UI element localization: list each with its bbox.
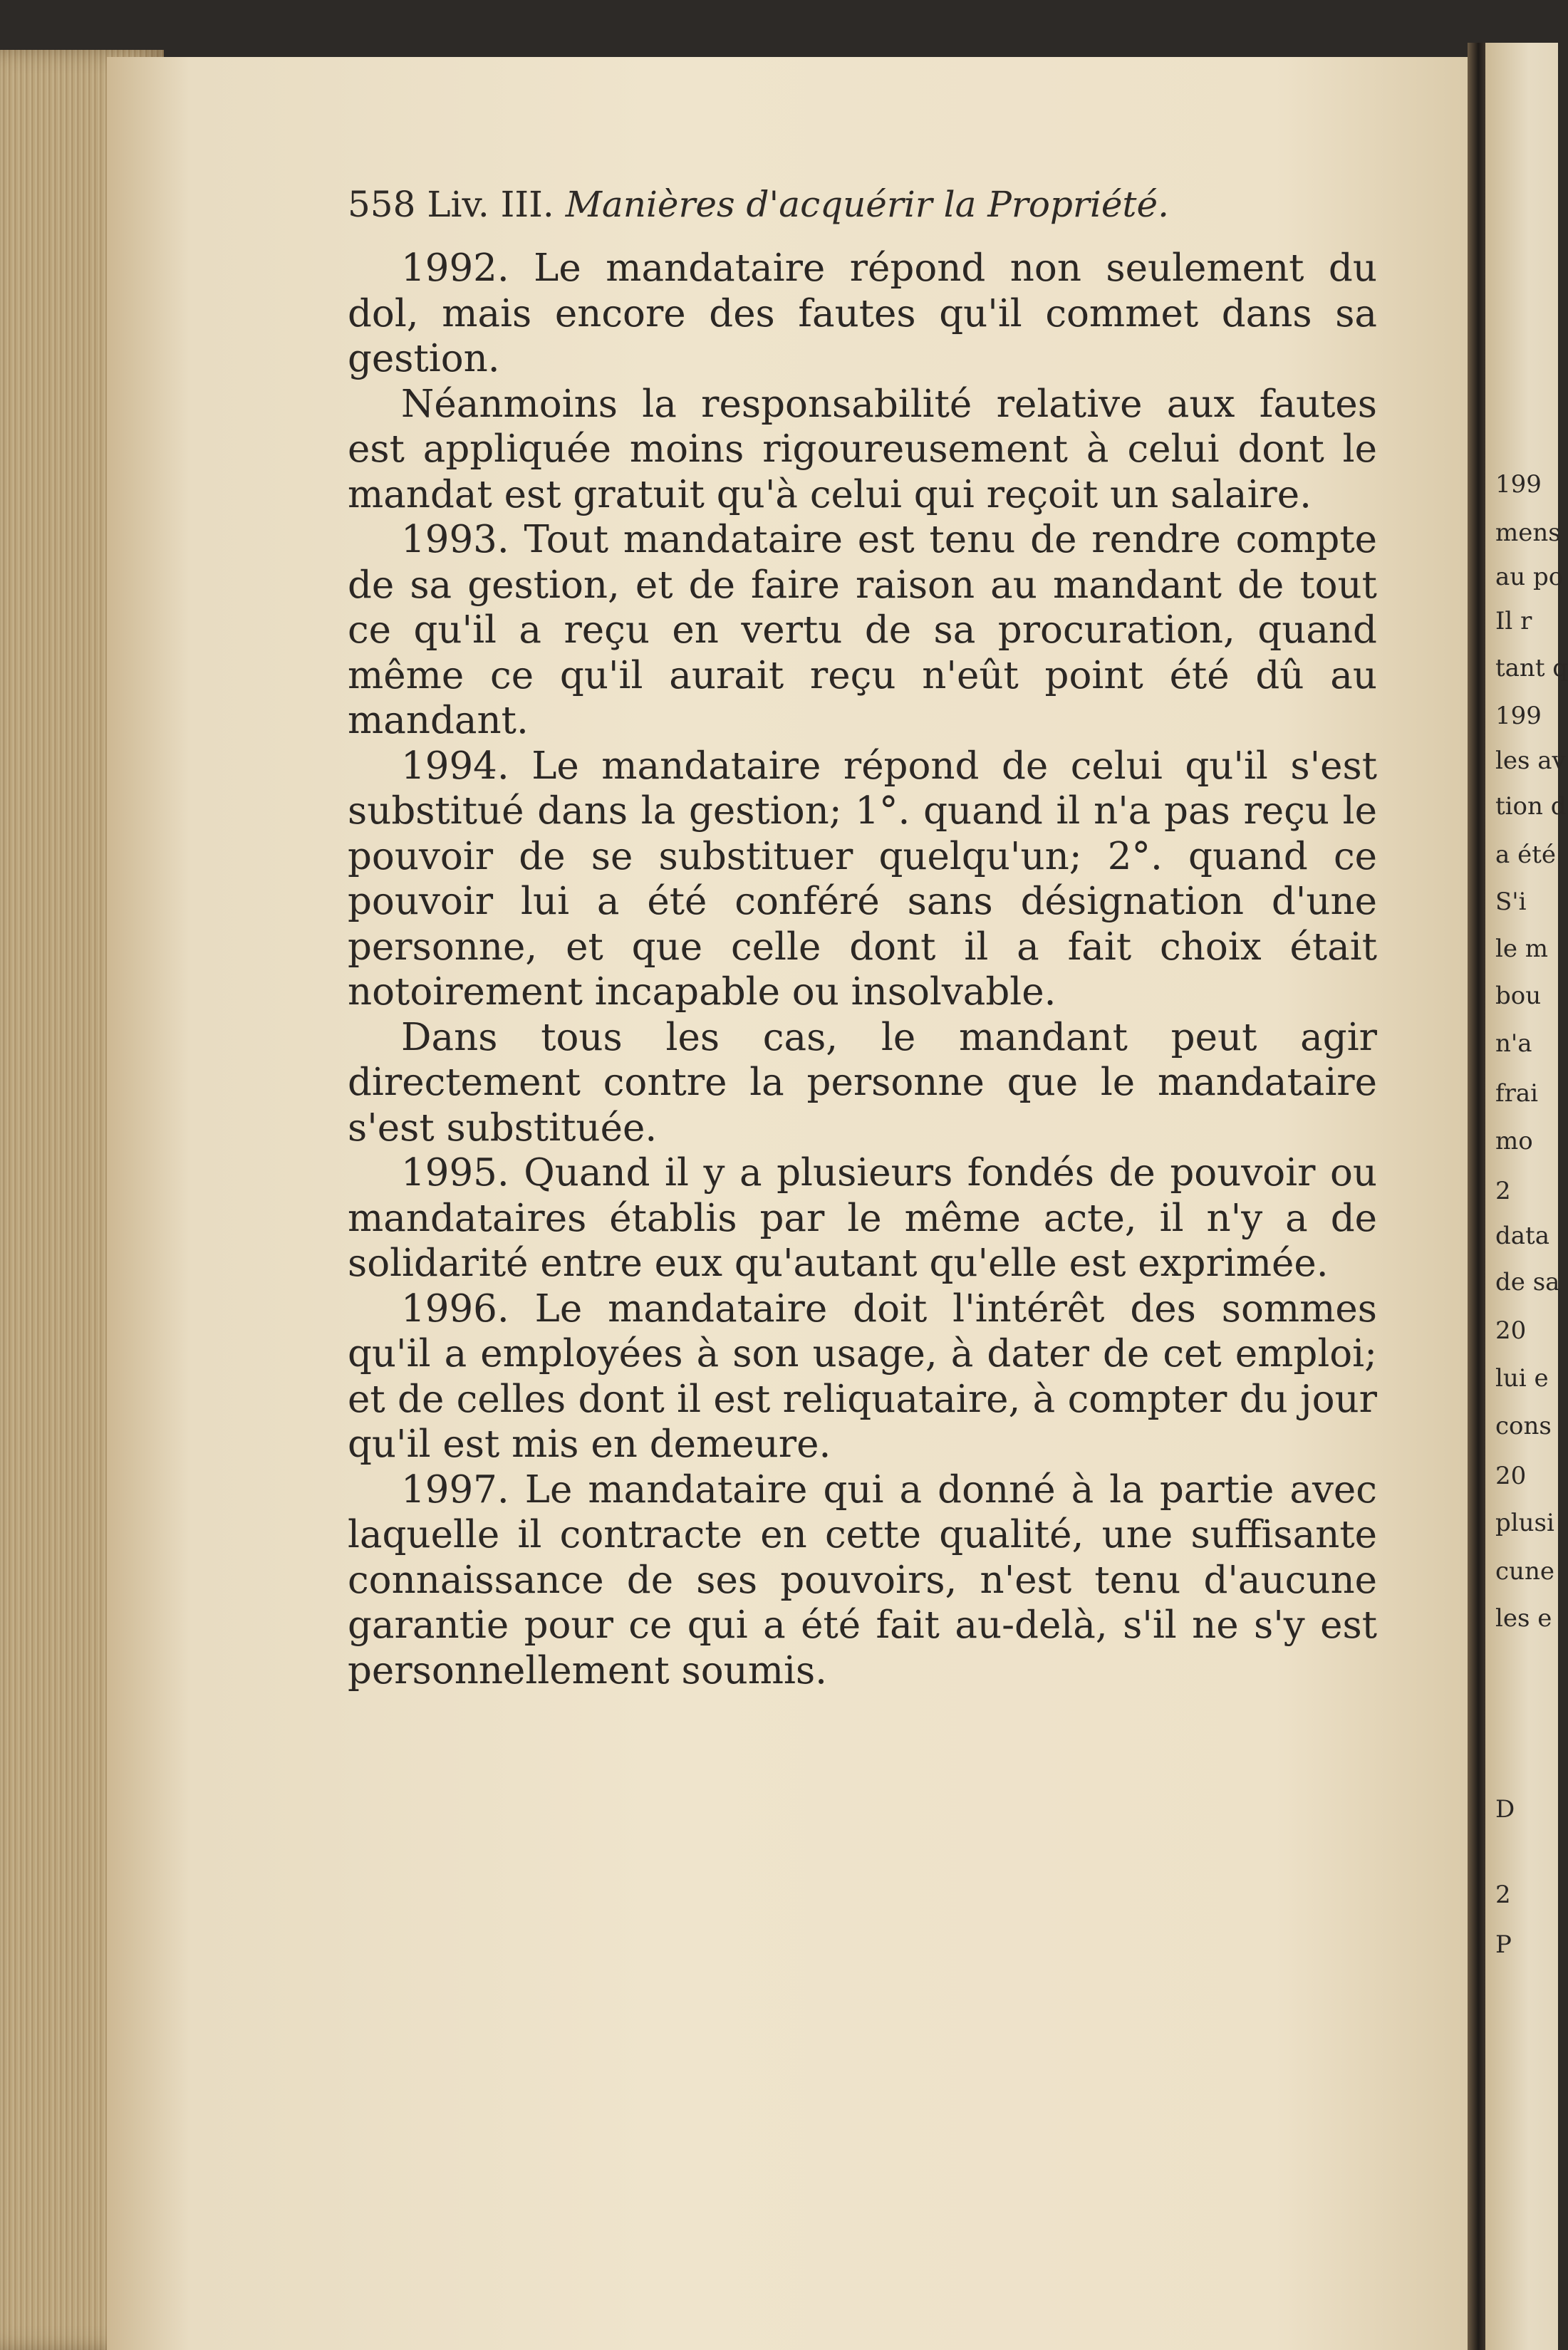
article-1992: 1992. Le mandataire répond non seulement du dol, mais encore des fautes qu'il commet dans sa gestion.: [348, 246, 1377, 380]
right-page-line: de sa: [1495, 1268, 1560, 1296]
right-page-line: tion d: [1495, 792, 1567, 821]
right-page-line: 20: [1495, 1316, 1527, 1345]
book-label: Liv. III.: [427, 184, 554, 225]
article-1996: 1996. Le mandataire doit l'intérêt des sommes qu'il a employées à son usage, à dater de cet emploi; et de celles dont il est reliquataire, à compter du jour qu'il est mis en demeure.: [348, 1286, 1377, 1466]
right-page-line: P: [1495, 1930, 1512, 1959]
right-page-line: D: [1495, 1795, 1515, 1824]
right-page-line: les av: [1495, 747, 1566, 775]
right-page-line: n'a: [1495, 1029, 1532, 1058]
article-1992-continued: Néanmoins la responsabilité relative aux fautes est appliquée moins rigoureusement à celui dont le mandat est gratuit qu'à celui qui reçoit un salaire.: [348, 382, 1377, 516]
right-page-line: data: [1495, 1222, 1549, 1250]
article-1997: 1997. Le mandataire qui a donné à la partie avec laquelle il contracte en cette qualité, une suffisante connaissance de ses pouvoirs, n'est tenu d'aucune garantie pour ce qui a été fait au-delà, s'il ne s'y est personnellement soumis.: [348, 1467, 1377, 1693]
right-page-line: Il r: [1495, 607, 1532, 635]
article-1994-continued: Dans tous les cas, le mandant peut agir directement contre la personne que le mandataire s'est substituée.: [348, 1015, 1377, 1150]
right-page-line: mens: [1495, 519, 1561, 547]
right-page-line: cons: [1495, 1412, 1552, 1440]
right-page-fragment: [1485, 43, 1568, 2350]
page-number: 558: [348, 184, 416, 225]
right-page-line: mo: [1495, 1127, 1533, 1155]
article-1993: 1993. Tout mandataire est tenu de rendre compte de sa gestion, et de faire raison au mandant de tout ce qu'il a reçu en vertu de sa procuration, quand même ce qu'il aurait reçu n'eût point été dû au mandant.: [348, 518, 1377, 742]
right-page-line: les e: [1495, 1604, 1552, 1633]
right-page-line: le m: [1495, 935, 1549, 963]
right-page-line: plusi: [1495, 1509, 1554, 1537]
right-page-line: frai: [1495, 1079, 1538, 1108]
right-page-line: 199: [1495, 702, 1542, 730]
right-page-line: au po: [1495, 563, 1564, 591]
right-page-line: 199: [1495, 470, 1542, 499]
article-1994: 1994. Le mandataire répond de celui qu'il s'est substitué dans la gestion; 1°. quand il n'a pas reçu le pouvoir de se substituer quelqu'un; 2°. quand ce pouvoir lui a été conféré sans désignation d'une personne, et que celle dont il a fait choix était notoirement incapable ou insolvable.: [348, 744, 1377, 1014]
right-page-line: cune: [1495, 1557, 1554, 1586]
chapter-title: Manières d'acquérir la Propriété.: [565, 184, 1169, 225]
running-head: [348, 184, 1169, 225]
article-1995: 1995. Quand il y a plusieurs fondés de pouvoir ou mandataires établis par le même acte, il n'y a de solidarité entre eux qu'autant qu'elle est exprimée.: [348, 1151, 1377, 1285]
right-page-line: S'i: [1495, 888, 1527, 916]
right-page-line: lui e: [1495, 1364, 1549, 1393]
body-text: [348, 246, 1377, 1693]
right-page-line: 2: [1495, 1177, 1511, 1205]
right-page-line: 20: [1495, 1462, 1527, 1490]
right-page-line: a été: [1495, 841, 1556, 869]
right-page-line: bou: [1495, 982, 1542, 1010]
right-page-line: tant q: [1495, 654, 1568, 682]
right-page-line: 2: [1495, 1881, 1511, 1909]
